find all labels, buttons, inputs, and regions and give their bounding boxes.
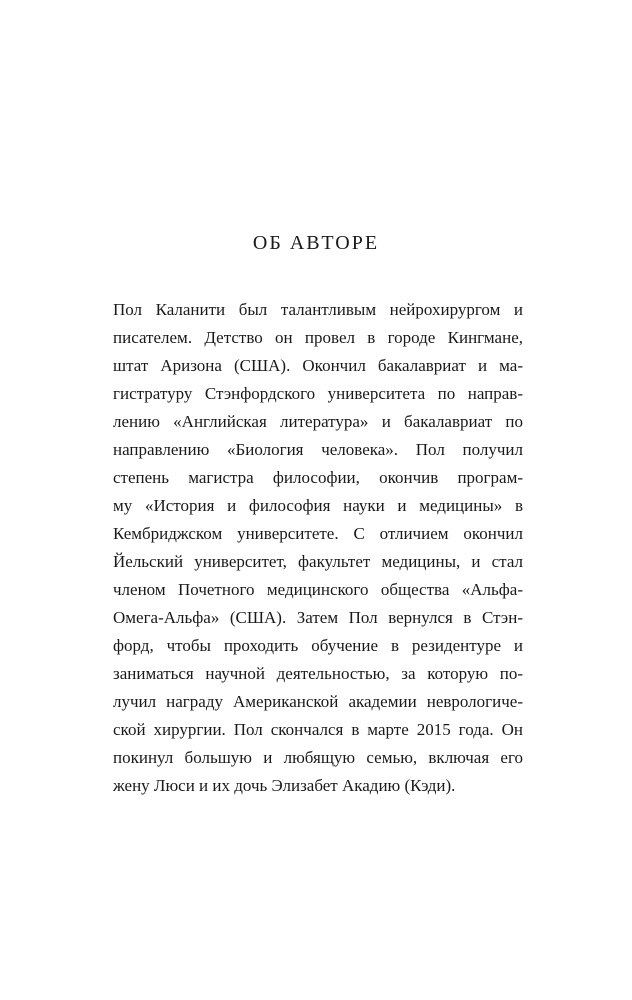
bio-line: ской хирургии. Пол скончался в марте 2015 года. Он: [113, 720, 523, 739]
bio-line: Кембриджском университете. С отличием окончил: [113, 524, 523, 543]
page-title: ОБ АВТОРЕ: [252, 232, 380, 254]
bio-line: гистратуру Стэнфордского университета по направ-: [113, 384, 523, 403]
bio-line: покинул большую и любящую семью, включая его: [113, 748, 523, 767]
bio-line: лучил награду Американской академии неврологиче-: [113, 692, 523, 711]
bio-line: лению «Английская литература» и бакалавриат по: [113, 412, 523, 431]
bio-line: Омега-Альфа» (США). Затем Пол вернулся в Стэн-: [113, 608, 523, 627]
bio-line: членом Почетного медицинского общества «Альфа-: [113, 580, 523, 599]
bio-line: жену Люси и их дочь Элизабет Акадию (Кэди).: [113, 776, 456, 795]
bio-line: заниматься научной деятельностью, за которую по-: [113, 664, 523, 683]
bio-line: направлению «Биология человека». Пол получил: [113, 440, 523, 459]
bio-line: Пол Каланити был талантливым нейрохирургом и: [113, 300, 523, 319]
bio-line: Йельский университет, факультет медицины, и стал: [113, 552, 523, 571]
bio-line: штат Аризона (США). Окончил бакалавриат и ма-: [113, 356, 523, 375]
bio-line: степень магистра философии, окончив програм-: [113, 468, 523, 487]
bio-line: писателем. Детство он провел в городе Кингмане,: [113, 328, 523, 347]
bio-line: форд, чтобы проходить обучение в резидентуре и: [113, 636, 523, 655]
author-bio-paragraph: [113, 296, 523, 800]
bio-line: му «История и философия науки и медицины» в: [113, 496, 523, 515]
